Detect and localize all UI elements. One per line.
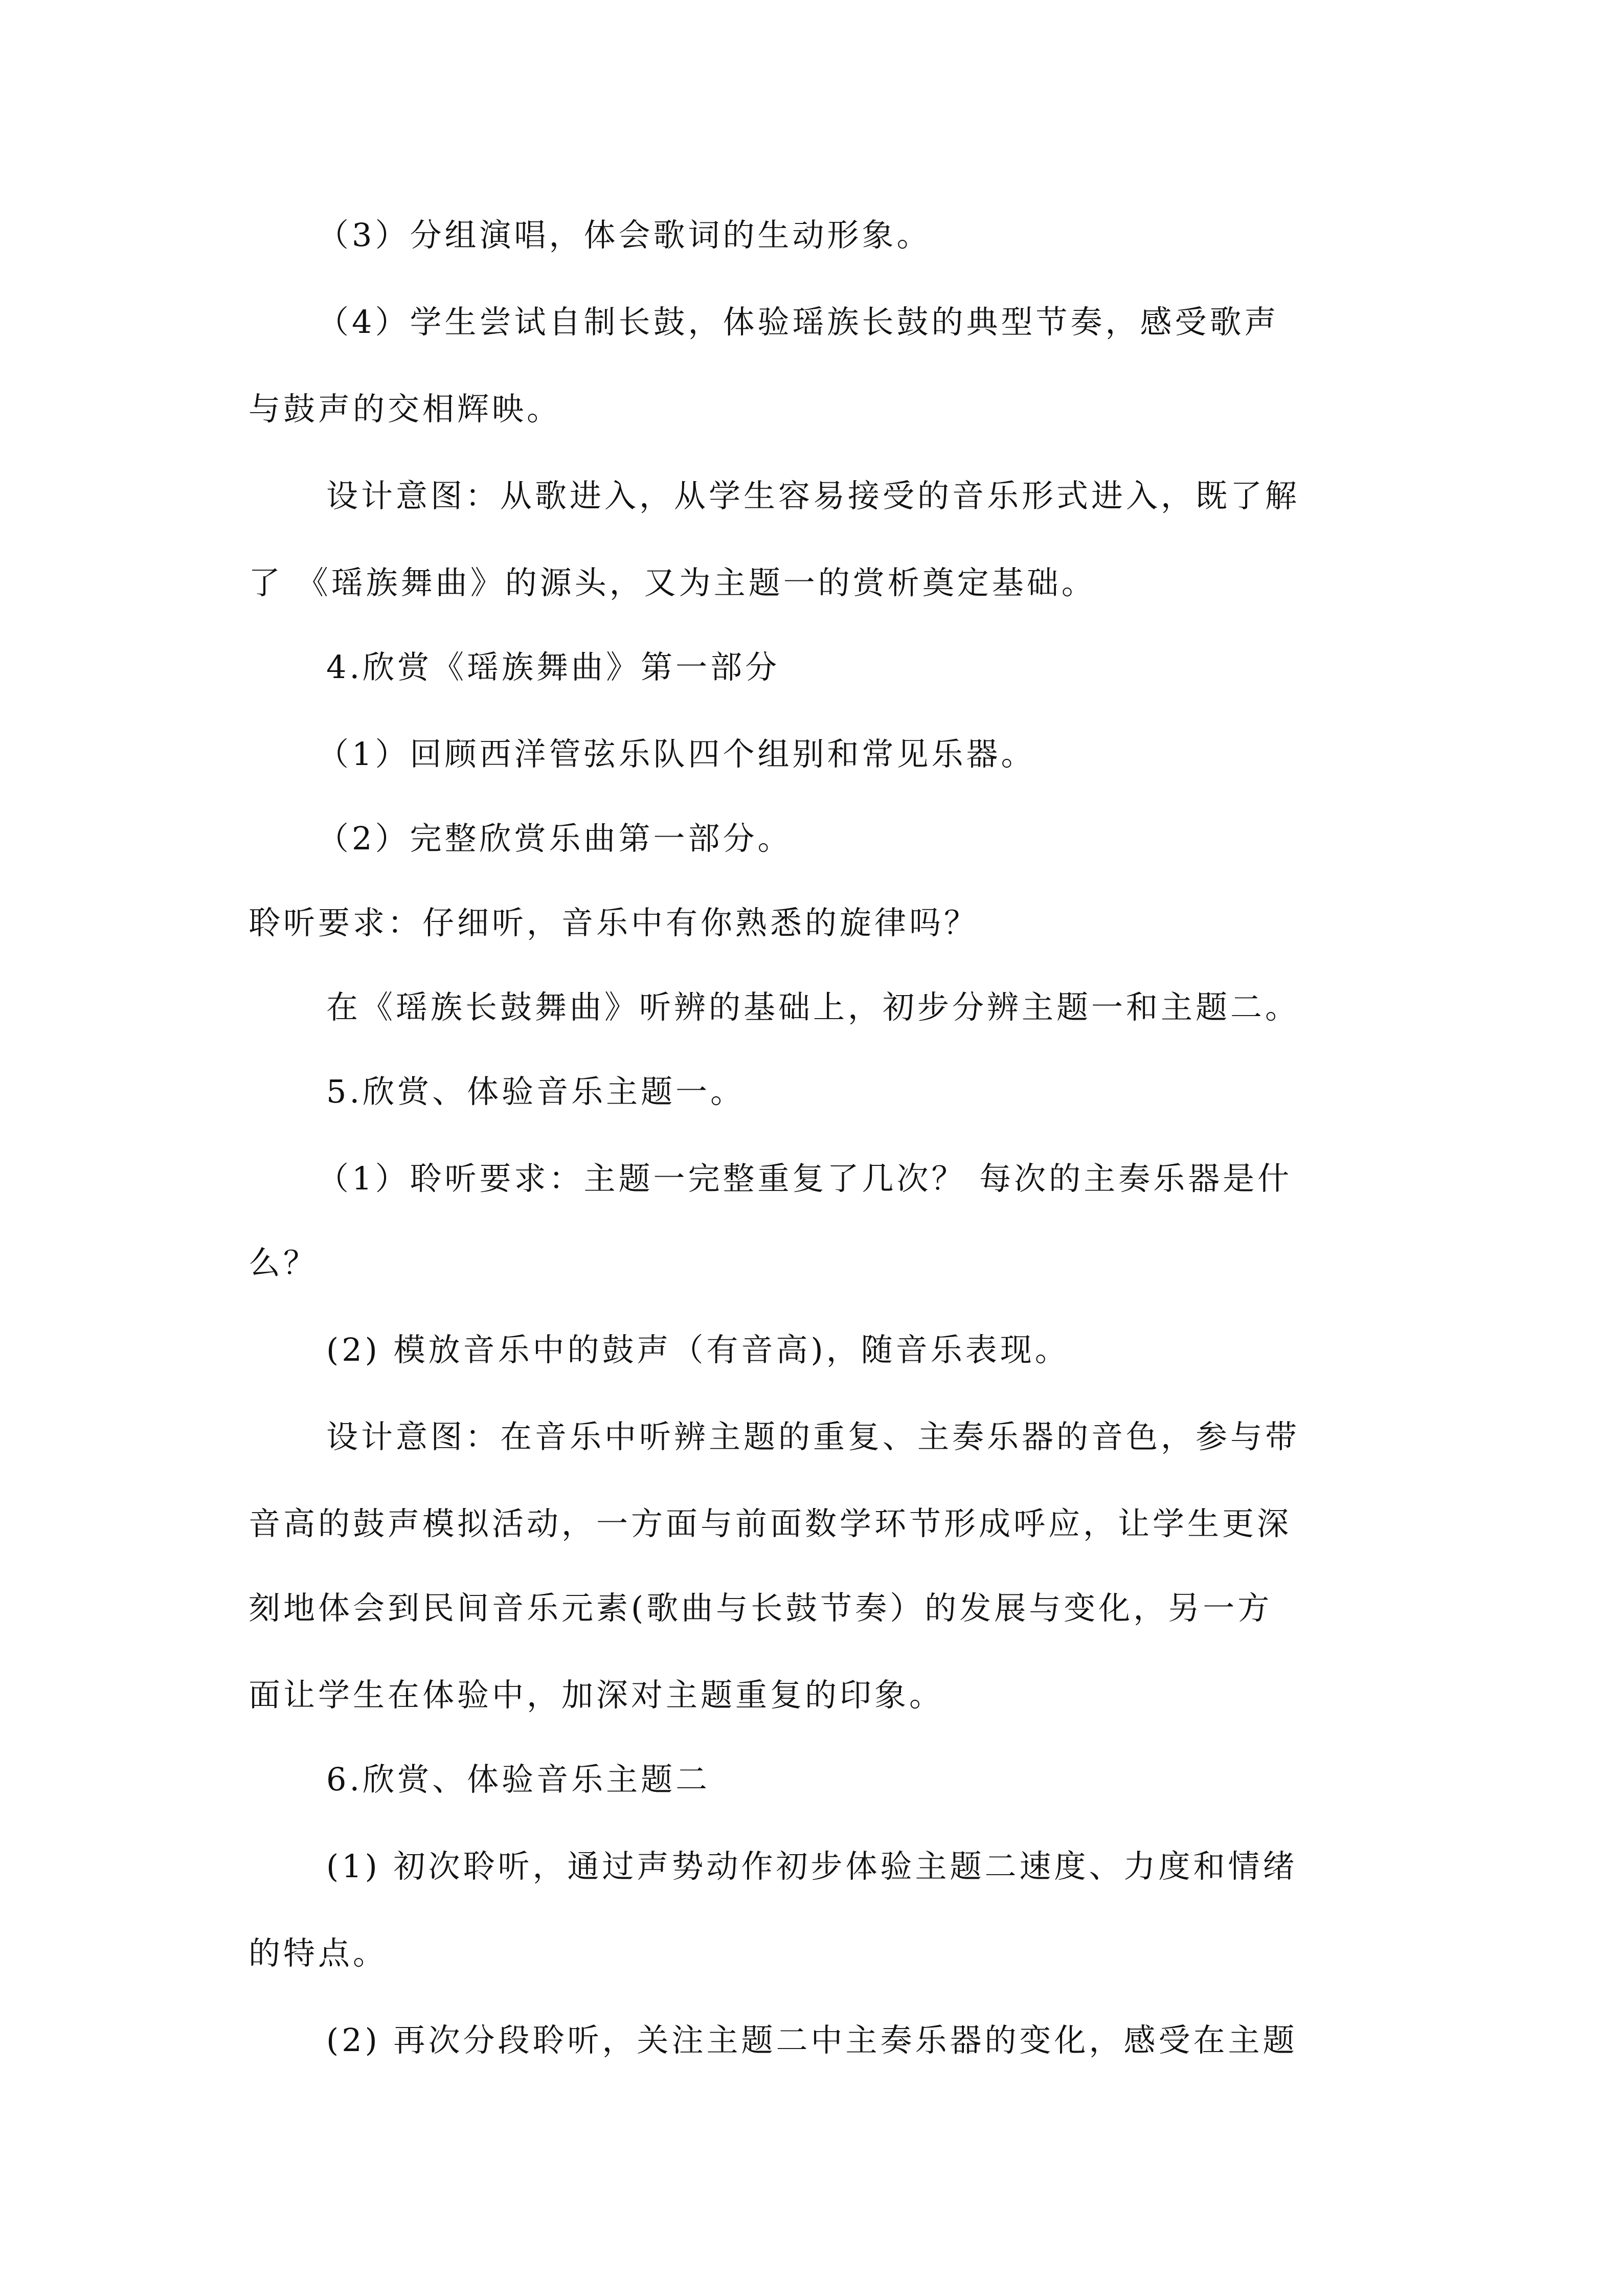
paragraph-line: (2) 模放音乐中的鼓声（有音高)，随音乐表现。 — [326, 1331, 1070, 1368]
paragraph-line: 的特点。 — [249, 1934, 388, 1972]
paragraph-line: （3）分组演唱，体会歌词的生动形象。 — [317, 216, 932, 254]
paragraph-line: 刻地体会到民间音乐元素(歌曲与长鼓节奏）的发展与变化，另一方 — [249, 1589, 1273, 1627]
paragraph-line: 设计意图：在音乐中听辨主题的重复、主奏乐器的音色，参与带 — [326, 1418, 1300, 1455]
section-heading: 6.欣赏、体验音乐主题二 — [326, 1761, 711, 1798]
paragraph-line: (2) 再次分段聆听，关注主题二中主奏乐器的变化，感受在主题 — [326, 2021, 1298, 2059]
paragraph-line: 设计意图：从歌进入，从学生容易接受的音乐形式进入，既了解 — [326, 477, 1300, 514]
paragraph-line: （1）回顾西洋管弦乐队四个组别和常见乐器。 — [317, 735, 1036, 773]
paragraph-line: 与鼓声的交相辉映。 — [249, 390, 562, 427]
paragraph-line: 面让学生在体验中，加深对主题重复的印象。 — [249, 1676, 944, 1714]
paragraph-line: 聆听要求：仔细听，音乐中有你熟悉的旋律吗？ — [249, 904, 979, 941]
paragraph-line: 了 《瑶族舞曲》的源头，又为主题一的赏析奠定基础。 — [249, 564, 1096, 601]
paragraph-line: （1）聆听要求：主题一完整重复了几次？ 每次的主奏乐器是什 — [317, 1160, 1293, 1197]
section-heading: 4.欣赏《瑶族舞曲》第一部分 — [326, 648, 780, 686]
paragraph-line: 在《瑶族长鼓舞曲》听辨的基础上，初步分辨主题一和主题二。 — [326, 988, 1300, 1026]
paragraph-line: （2）完整欣赏乐曲第一部分。 — [317, 820, 793, 857]
paragraph-line: （4）学生尝试自制长鼓，体验瑶族长鼓的典型节奏，感受歌声 — [317, 303, 1279, 341]
section-heading: 5.欣赏、体验音乐主题一。 — [326, 1073, 746, 1110]
paragraph-line: 么？ — [249, 1244, 319, 1281]
paragraph-line: (1) 初次聆听，通过声势动作初步体验主题二速度、力度和情绪 — [326, 1848, 1298, 1885]
paragraph-line: 音高的鼓声模拟活动，一方面与前面数学环节形成呼应，让学生更深 — [249, 1505, 1292, 1542]
